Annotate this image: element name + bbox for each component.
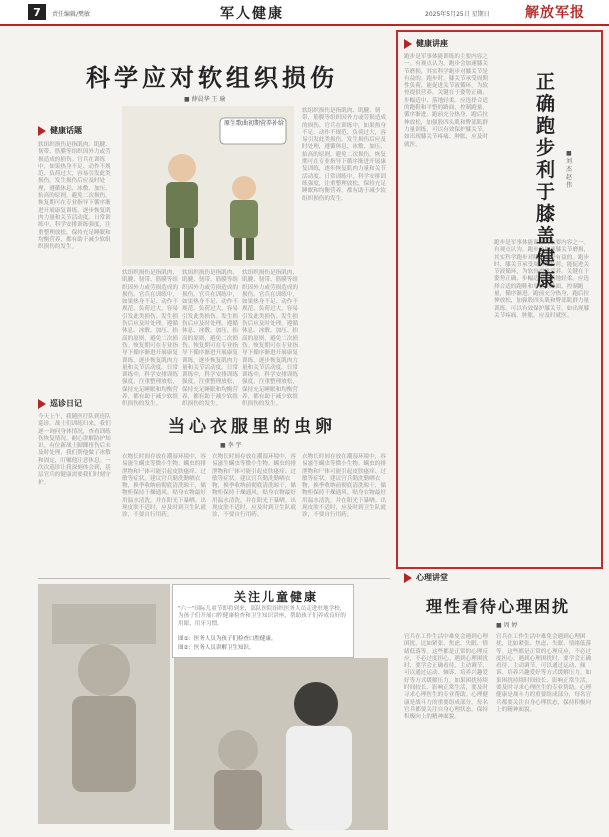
children-label: 关注儿童健康 xyxy=(234,590,319,604)
divider xyxy=(38,578,390,579)
speech-bubble: 原生歌曲初期营养补给 xyxy=(224,120,285,127)
title-char: 跑 xyxy=(536,115,556,137)
mites-body-col2: 衣物长时间存放在潮湿环境中，容易滋生螨虫等微小生物。螨虫的排泄物和尸体可能引起皮肤瘙痒、过敏等症状。建议官兵勤洗勤晒衣物，换季收纳前彻底清洗晾干，储物柜保持干燥通风。贴身衣物最好用温水清洗，并在阳光下暴晒。出现皮肤不适时，应及时到卫生队就诊，不要自行用药。 xyxy=(212,454,296,519)
feature-title xyxy=(536,72,558,291)
main-headline: 科学应对软组织损伤 xyxy=(86,63,338,92)
flag-icon xyxy=(404,573,412,583)
feature-body-col1: 跑步是军事体能训练的主要内容之一。有观点认为，跑步会加速膝关节磨损，其实科学跑步对膝关节是有益的。跑步时，膝关节承受周期性负荷，能促进关节液循环，为软骨提供营养。关键在于姿势正确、步幅适中、落地轻柔。应选择合适的跑鞋和平整的路面，控制跑量，循序渐进。跑前充分热身，跑后拉伸放松，加强股四头肌和臀部肌群力量训练，可以有效保护膝关节。如出现膝关节疼痛、肿胀，应及时就医。 xyxy=(404,54,488,148)
main-body-col1: 软组织损伤是指肌肉、肌腱、韧带、筋膜等组织因外力或劳损造成的损伤。官兵在训练中，如果热身不足、动作不规范、负荷过大，容易引发此类损伤。发生损伤后应及时处理，遵循休息、冰敷、加压、抬高的原则，避免二次损伤。恢复期可在专业指导下循序渐进开展康复训练，逐步恢复肌肉力量和关节活动度。日常训练中，科学安排训练强度，注重整理放松，保持充足睡眠和均衡营养，都有助于减少软组织损伤的发生。 xyxy=(38,142,111,251)
page-number: 7 xyxy=(28,4,46,20)
mites-body-col1: 衣物长时间存放在潮湿环境中，容易滋生螨虫等微小生物。螨虫的排泄物和尸体可能引起皮肤瘙痒、过敏等症状。建议官兵勤洗勤晒衣物，换季收纳前彻底清洗晾干，储物柜保持干燥通风。贴身衣物最好用温水清洗，并在阳光下暴晒。出现皮肤不适时，应及时到卫生队就诊，不要自行用药。 xyxy=(122,454,206,519)
page-header xyxy=(0,0,609,26)
title-char: 确 xyxy=(536,93,556,115)
psych-byline: ■ 周 婷 xyxy=(496,622,518,629)
patrol-diary-body: 今天上午，我随医疗队到连队巡诊。战士们训练归来，我们逐一询问身体情况，查看训练伤恢复情况，耐心讲解防护知识。有位新战士脚踝扭伤后未及时处理，我们帮他做了冰敷和固定，叮嘱他注意休息。一次次巡诊让我深刻体会到，基层官兵的健康需要我们时刻守护。 xyxy=(38,414,111,486)
psych-headline: 理性看待心理困扰 xyxy=(426,597,571,616)
title-char: 利 xyxy=(536,159,556,181)
feature-body-col2: 跑步是军事体能训练的主要内容之一。有观点认为，跑步会加速膝关节磨损，其实科学跑步对膝关节是有益的。跑步时，膝关节承受周期性负荷，能促进关节液循环，为软骨提供营养。关键在于姿势正确、步幅适中、落地轻柔。应选择合适的跑鞋和平整的路面，控制跑量，循序渐进。跑前充分热身，跑后拉伸放松，加强股四头肌和臀部肌群力量训练，可以有效保护膝关节。如出现膝关节疼痛、肿胀，应及时就医。 xyxy=(494,240,590,319)
title-char: 于 xyxy=(536,181,556,203)
psych-label: 心理讲堂 xyxy=(404,572,448,583)
title-char: 康 xyxy=(536,269,556,291)
main-body-col2: 软组织损伤是指肌肉、肌腱、韧带、筋膜等组织因外力或劳损造成的损伤。官兵在训练中，如果热身不足、动作不规范、负荷过大，容易引发此类损伤。发生损伤后应及时处理，遵循休息、冰敷、加压、抬高的原则，避免二次损伤。恢复期可在专业指导下循序渐进开展康复训练，逐步恢复肌肉力量和关节活动度。日常训练中，科学安排训练强度，注重整理放松，保持充足睡眠和均衡营养，都有助于减少软组织损伤的发生。 xyxy=(122,270,178,408)
children-caption2: 图②：医务人员讲解卫生知识。 xyxy=(178,645,255,651)
flag-icon xyxy=(404,39,412,49)
patrol-diary-label: 巡诊日记 xyxy=(38,398,82,409)
main-body-col5: 软组织损伤是指肌肉、肌腱、韧带、筋膜等组织因外力或劳损造成的损伤。官兵在训练中，如果热身不足、动作不规范、负荷过大，容易引发此类损伤。发生损伤后应及时处理，遵循休息、冰敷、加压、抬高的原则，避免二次损伤。恢复期可在专业指导下循序渐进开展康复训练，逐步恢复肌肉力量和关节活动度。日常训练中，科学安排训练强度，注重整理放松，保持充足睡眠和均衡营养，都有助于减少软组织损伤的发生。 xyxy=(302,108,386,202)
flag-icon xyxy=(38,399,46,409)
main-body-col4: 软组织损伤是指肌肉、肌腱、韧带、筋膜等组织因外力或劳损造成的损伤。官兵在训练中，如果热身不足、动作不规范、负荷过大，容易引发此类损伤。发生损伤后应及时处理，遵循休息、冰敷、加压、抬高的原则，避免二次损伤。恢复期可在专业指导下循序渐进开展康复训练，逐步恢复肌肉力量和关节活动度。日常训练中，科学安排训练强度，注重整理放松，保持充足睡眠和均衡营养，都有助于减少软组织损伤的发生。 xyxy=(242,270,298,408)
children-intro: "六一"国际儿童节即将到来，部队医院组织医务人员走进驻地学校，为孩子们开展口腔健康检查和卫生知识讲座，帮助孩子们养成良好的用眼、用牙习惯。 xyxy=(178,606,346,627)
health-topic-label: 健康话题 xyxy=(38,125,82,136)
mites-headline: 当心衣服里的虫卵 xyxy=(168,417,336,437)
lecture-label: 健康讲座 xyxy=(404,38,448,49)
feature-byline: ■ 刘 杰 赵 伟 xyxy=(566,150,573,189)
psych-body-col2: 官兵在工作生活中难免会遇到心理困扰，比如紧张、焦虑、失眠、情绪低落等。这些都是正常的心理反应，不必过度担心。遇到心理困扰时，要学会正确看待，主动调节，可以通过运动、倾诉、培养兴趣爱好等方式缓解压力。如果困扰持续时间较长、影响正常生活，要及时寻求心理医生的专业帮助。心理健康是战斗力的重要组成部分，每名官兵都要关注自身心理状态，保持积极向上的精神面貌。 xyxy=(496,634,592,713)
title-char: 健 xyxy=(536,247,556,269)
newspaper-logo: 解放军报 xyxy=(525,5,585,21)
title-char: 正 xyxy=(536,71,556,93)
section-title: 军人健康 xyxy=(220,6,284,22)
mites-body-col3: 衣物长时间存放在潮湿环境中，容易滋生螨虫等微小生物。螨虫的排泄物和尸体可能引起皮肤瘙痒、过敏等症状。建议官兵勤洗勤晒衣物，换季收纳前彻底清洗晾干，储物柜保持干燥通风。贴身衣物最好用温水清洗，并在阳光下暴晒。出现皮肤不适时，应及时到卫生队就诊，不要自行用药。 xyxy=(302,454,386,519)
mites-byline: ■ 李 宇 xyxy=(220,442,242,449)
children-photo-2 xyxy=(174,658,388,830)
flag-icon xyxy=(38,126,46,136)
main-byline: ■ 薛晨华 王 瑜 xyxy=(184,96,226,103)
issue-date: 2025年5月25日 星期日 xyxy=(425,11,490,18)
title-char: 步 xyxy=(536,137,556,159)
title-char: 盖 xyxy=(536,225,556,247)
main-body-col3: 软组织损伤是指肌肉、肌腱、韧带、筋膜等组织因外力或劳损造成的损伤。官兵在训练中，如果热身不足、动作不规范、负荷过大，容易引发此类损伤。发生损伤后应及时处理，遵循休息、冰敷、加压、抬高的原则，避免二次损伤。恢复期可在专业指导下循序渐进开展康复训练，逐步恢复肌肉力量和关节活动度。日常训练中，科学安排训练强度，注重整理放松，保持充足睡眠和均衡营养，都有助于减少软组织损伤的发生。 xyxy=(182,270,238,408)
children-caption1: 图①：医务人员为孩子们检查口腔健康。 xyxy=(178,636,277,642)
children-photo-1 xyxy=(38,584,170,824)
editor-credit: 责任编辑/樊敏 xyxy=(52,11,91,18)
illustration xyxy=(122,106,294,266)
title-char: 膝 xyxy=(536,203,556,225)
psych-body-col1: 官兵在工作生活中难免会遇到心理困扰，比如紧张、焦虑、失眠、情绪低落等。这些都是正常的心理反应，不必过度担心。遇到心理困扰时，要学会正确看待，主动调节，可以通过运动、倾诉、培养兴趣爱好等方式缓解压力。如果困扰持续时间较长、影响正常生活，要及时寻求心理医生的专业帮助。心理健康是战斗力的重要组成部分，每名官兵都要关注自身心理状态，保持积极向上的精神面貌。 xyxy=(404,634,488,721)
